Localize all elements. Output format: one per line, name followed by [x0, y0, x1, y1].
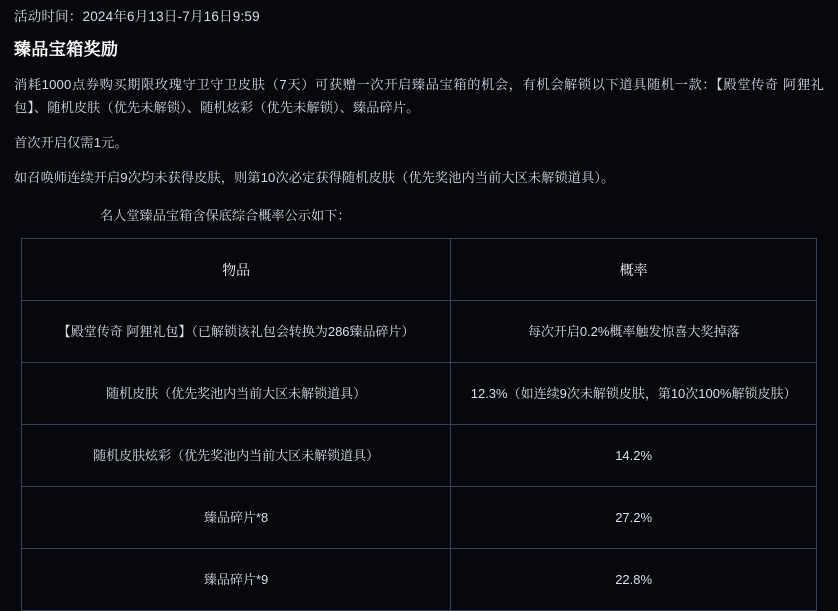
cell-item: 随机皮肤（优先奖池内当前大区未解锁道具）: [22, 363, 451, 425]
table-header-row: [22, 239, 817, 301]
column-header-item: 物品: [22, 239, 451, 301]
cell-probability: 12.3%（如连续9次未解锁皮肤，第10次100%解锁皮肤）: [451, 363, 817, 425]
cell-item: 臻品碎片*9: [22, 549, 451, 611]
event-time-line: [14, 0, 824, 27]
odds-table-caption: 名人堂臻品宝箱含保底综合概率公示如下：: [100, 208, 351, 223]
table-row: [22, 301, 817, 363]
cell-item: 随机皮肤炫彩（优先奖池内当前大区未解锁道具）: [22, 425, 451, 487]
cell-probability: 14.2%: [451, 425, 817, 487]
event-time-value: 2024年6月13日-7月16日9:59: [82, 9, 260, 24]
page-title: 臻品宝箱奖励: [14, 40, 119, 59]
rules-paragraph-3: 如召唤师连续开启9次均未获得皮肤，则第10次必定获得随机皮肤（优先奖池内当前大区未解锁道具）。: [14, 170, 615, 185]
table-row: [22, 425, 817, 487]
column-header-probability: 概率: [451, 239, 817, 301]
table-row: [22, 487, 817, 549]
cell-item: 臻品碎片*8: [22, 487, 451, 549]
cell-probability: 22.8%: [451, 549, 817, 611]
rules-paragraph-2: 首次开启仅需1元。: [14, 135, 128, 150]
table-row: [22, 549, 817, 611]
odds-table: [21, 238, 817, 611]
cell-item: 【殿堂传奇 阿狸礼包】（已解锁该礼包会转换为286臻品碎片）: [22, 301, 451, 363]
cell-probability: 27.2%: [451, 487, 817, 549]
rules-paragraph-1: 消耗1000点券购买期限玫瑰守卫守卫皮肤（7天）可获赠一次开启臻品宝箱的机会，有机会解锁以下道具随机一款：【殿堂传奇 阿狸礼包】、随机皮肤（优先未解锁）、随机炫彩（优先未解锁）、臻品碎片。: [14, 77, 824, 115]
cell-probability: 每次开启0.2%概率触发惊喜大奖掉落: [451, 301, 817, 363]
table-row: [22, 363, 817, 425]
event-time-label: 活动时间：: [14, 9, 83, 24]
